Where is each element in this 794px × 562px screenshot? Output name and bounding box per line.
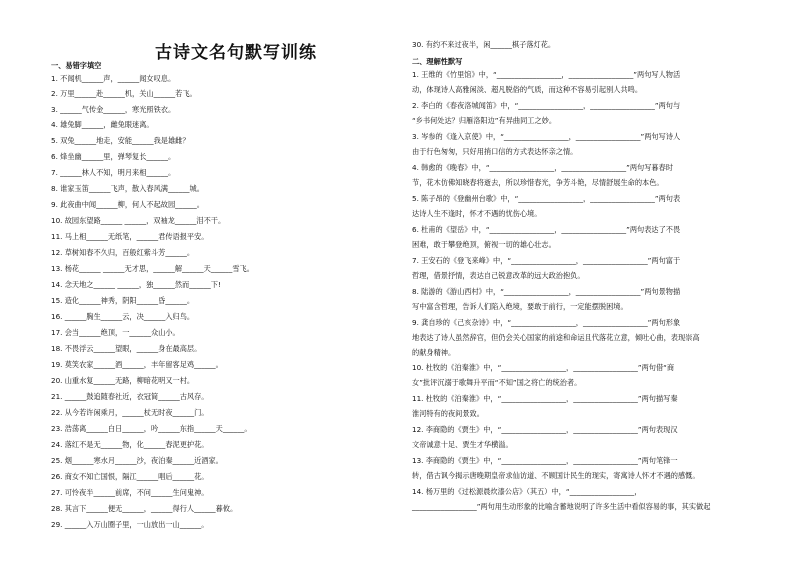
list-item-line: 写中富含哲理，告诉人们陷入绝境，要敢于前行，一定能摆脱困境。 — [412, 302, 628, 312]
list-item — [412, 422, 678, 452]
list-item — [412, 253, 680, 283]
list-item-line: 动，体现诗人高雅闲淡、超凡脱俗的气质，而这种不容易引起别人共鸣。 — [412, 85, 643, 95]
list-item-line: 由于行色匆匆，只好用捎口信的方式表达怀亲之情。 — [412, 147, 578, 157]
list-item-line: 2. 李白的《春夜洛城闻笛》中，“__________________，__________________”两句与 — [412, 101, 681, 110]
list-item — [412, 67, 680, 97]
list-item: 24. 落红不是无______物，化______春泥更护花。 — [51, 440, 209, 449]
list-item-line: 9. 龚自珍的《己亥杂诗》中，“__________________，__________________”两句形象 — [412, 318, 681, 327]
list-item-line: 困难，敢于攀登绝顶，俯视一切的雄心壮志。 — [412, 240, 556, 250]
list-item — [412, 129, 680, 159]
list-item: 20. 山重水复______无路，柳暗花明又一村。 — [51, 376, 195, 385]
list-item-line: “乡书何处达？归雁洛阳边”有异曲同工之妙。 — [412, 116, 557, 126]
list-item: 11. 马上相______无纸笔，______君传语报平安。 — [51, 232, 209, 241]
list-item-line: 转，借古讽今揭示唐晚期皇帝求仙访道、不顾国计民生的现实，寄寓诗人怀才不遇的感慨。 — [412, 471, 700, 481]
list-item: 14. 念天地之______ ______，独______然而______下! — [51, 280, 221, 289]
list-item-line: 12. 李商隐的《贾生》中，“__________________，__________________”两句表现汉 — [412, 425, 678, 434]
list-item-line: 的献身精神。 — [412, 348, 456, 358]
list-item: 12. 草树知春不久归，百般红紫斗芳______。 — [51, 248, 195, 257]
list-item: 22. 从今若许闲乘月，______杖无时夜______门。 — [51, 408, 209, 417]
list-item — [412, 222, 680, 252]
list-item-line: 5. 陈子昂的《登幽州台歌》中，“__________________，__________________”两句表 — [412, 194, 681, 203]
list-item: 28. 其言下______便无______，______得行人______暮攸。 — [51, 504, 238, 513]
list-item: 5. 双兔______地走，安能______我是雄雌？ — [51, 136, 190, 145]
list-item: 27. 可怜夜半______前席，不问______生问鬼神。 — [51, 488, 209, 497]
list-item: 10. 故园东望路______ ______，双袖龙______泪不干。 — [51, 216, 226, 225]
list-item — [412, 160, 673, 190]
section-heading-fill-blank: 一、易错字填空 — [51, 61, 102, 70]
list-item: 30. 有约不来过夜半，闲______棋子落灯花。 — [412, 40, 556, 49]
list-item — [412, 98, 680, 128]
list-item-line: 哲理，借景抒情，表达自己锐意改革的远大政治抱负。 — [412, 271, 585, 281]
list-item: 13. 杨花______ ______无才思，______解______天______雪飞。 — [51, 264, 254, 273]
list-item-line: 6. 杜甫的《望岳》中，“__________________，__________________”两句表达了不畏 — [412, 225, 681, 234]
list-item-line: __________________”两句用生动形象的比喻含蓄地说明了许多生活中看似容易的事，其实做起 — [412, 502, 711, 512]
list-item: 26. 商女不知亡国恨，隔江______唱后______花。 — [51, 472, 209, 481]
list-item-line: 11. 杜牧的《泊秦淮》中，“__________________，__________________”两句描写秦 — [412, 394, 678, 403]
list-item-line: 8. 陆游的《游山西村》中，“__________________，__________________”两句景物描 — [412, 287, 681, 296]
list-item: 9. 此夜曲中闻______柳，何人不起故园______。 — [51, 200, 204, 209]
list-item: 1. 不闻机______声，______闻女叹息。 — [51, 74, 176, 83]
list-item: 18. 不畏浮云______望眼，______身在最高层。 — [51, 344, 202, 353]
list-item — [412, 360, 674, 390]
list-item — [412, 315, 700, 360]
list-item: 19. 莫笑农家______酒______，丰年留客足鸡______。 — [51, 360, 223, 369]
list-item — [412, 191, 680, 221]
section-heading-comprehension: 二、理解性默写 — [412, 57, 463, 66]
list-item: 2. 万里______赴______机，关山______若飞。 — [51, 89, 197, 98]
list-item-line: 4. 韩愈的《晚春》中，“__________________，__________________”两句写暮春时 — [412, 163, 673, 172]
list-item: 21. ______鼓追随春社近，衣冠简______古风存。 — [51, 392, 209, 401]
list-item: 23. 浩荡离______白日______，吟______东指______天______。 — [51, 424, 252, 433]
list-item-line: 女”批评沉溺于歌舞升平而“不知”国之将亡的统治者。 — [412, 378, 582, 388]
list-item — [412, 484, 710, 514]
list-item-line: 达诗人生不逢时，怀才不遇的忧伤心境。 — [412, 209, 542, 219]
list-item-line: 14. 杨万里的《过松源晨炊漆公店》（其五）中，“__________________， — [412, 487, 642, 496]
list-item: 17. 会当______绝顶，一______众山小。 — [51, 328, 180, 337]
list-item-line: 1. 王维的《竹里馆》中，“__________________，__________________”两句写人物活 — [412, 70, 681, 79]
list-item: 4. 雄兔脚______，雌兔眼迷离。 — [51, 120, 154, 129]
list-item: 7. ______林人不知，明月来相______。 — [51, 168, 176, 177]
list-item: 15. 造化______神秀，阴阳______昏______。 — [51, 296, 195, 305]
list-item-line: 地表达了诗人虽然辞官，但仍会关心国家的前途和命运且代落花立意，倾吐心曲，表现崇高 — [412, 333, 700, 343]
list-item-line: 淮河特有的夜间景致。 — [412, 409, 484, 419]
list-item: 6. 烽坐幽______里，弹琴复长______。 — [51, 152, 176, 161]
list-item-line: 7. 王安石的《登飞来峰》中，“__________________，__________________”两句富于 — [412, 256, 681, 265]
list-item: 29. ______入万山圈子里，一山放出一山______。 — [51, 520, 209, 529]
list-item: 8. 谁家玉笛______飞声，散入春风满______城。 — [51, 184, 204, 193]
page-title: 古诗文名句默写训练 — [155, 43, 317, 63]
list-item: 16. ______胸生______云，决______入归鸟。 — [51, 312, 195, 321]
list-item: 3. ______气传金______，寒光照铁衣。 — [51, 105, 176, 114]
list-item-line: 文帝诚意十足、贾生才华横溢。 — [412, 440, 513, 450]
list-item-line: 10. 杜牧的《泊秦淮》中，“__________________，__________________”两句借“商 — [412, 363, 675, 372]
list-item — [412, 284, 680, 314]
list-item: 25. 烟______寒水月______沙，夜泊秦______近酒家。 — [51, 456, 223, 465]
list-item-line: 13. 李商隐的《贾生》中，“__________________，__________________”两句笔锋一 — [412, 456, 678, 465]
list-item-line: 3. 岑参的《逢入京使》中，“__________________，__________________”两句写诗人 — [412, 132, 681, 141]
list-item-line: 节，花木仿佛知晓春将逝去，所以珍惜春光，争芳斗艳，尽情舒展生命的本色。 — [412, 178, 664, 188]
list-item — [412, 391, 678, 421]
list-item — [412, 453, 700, 483]
